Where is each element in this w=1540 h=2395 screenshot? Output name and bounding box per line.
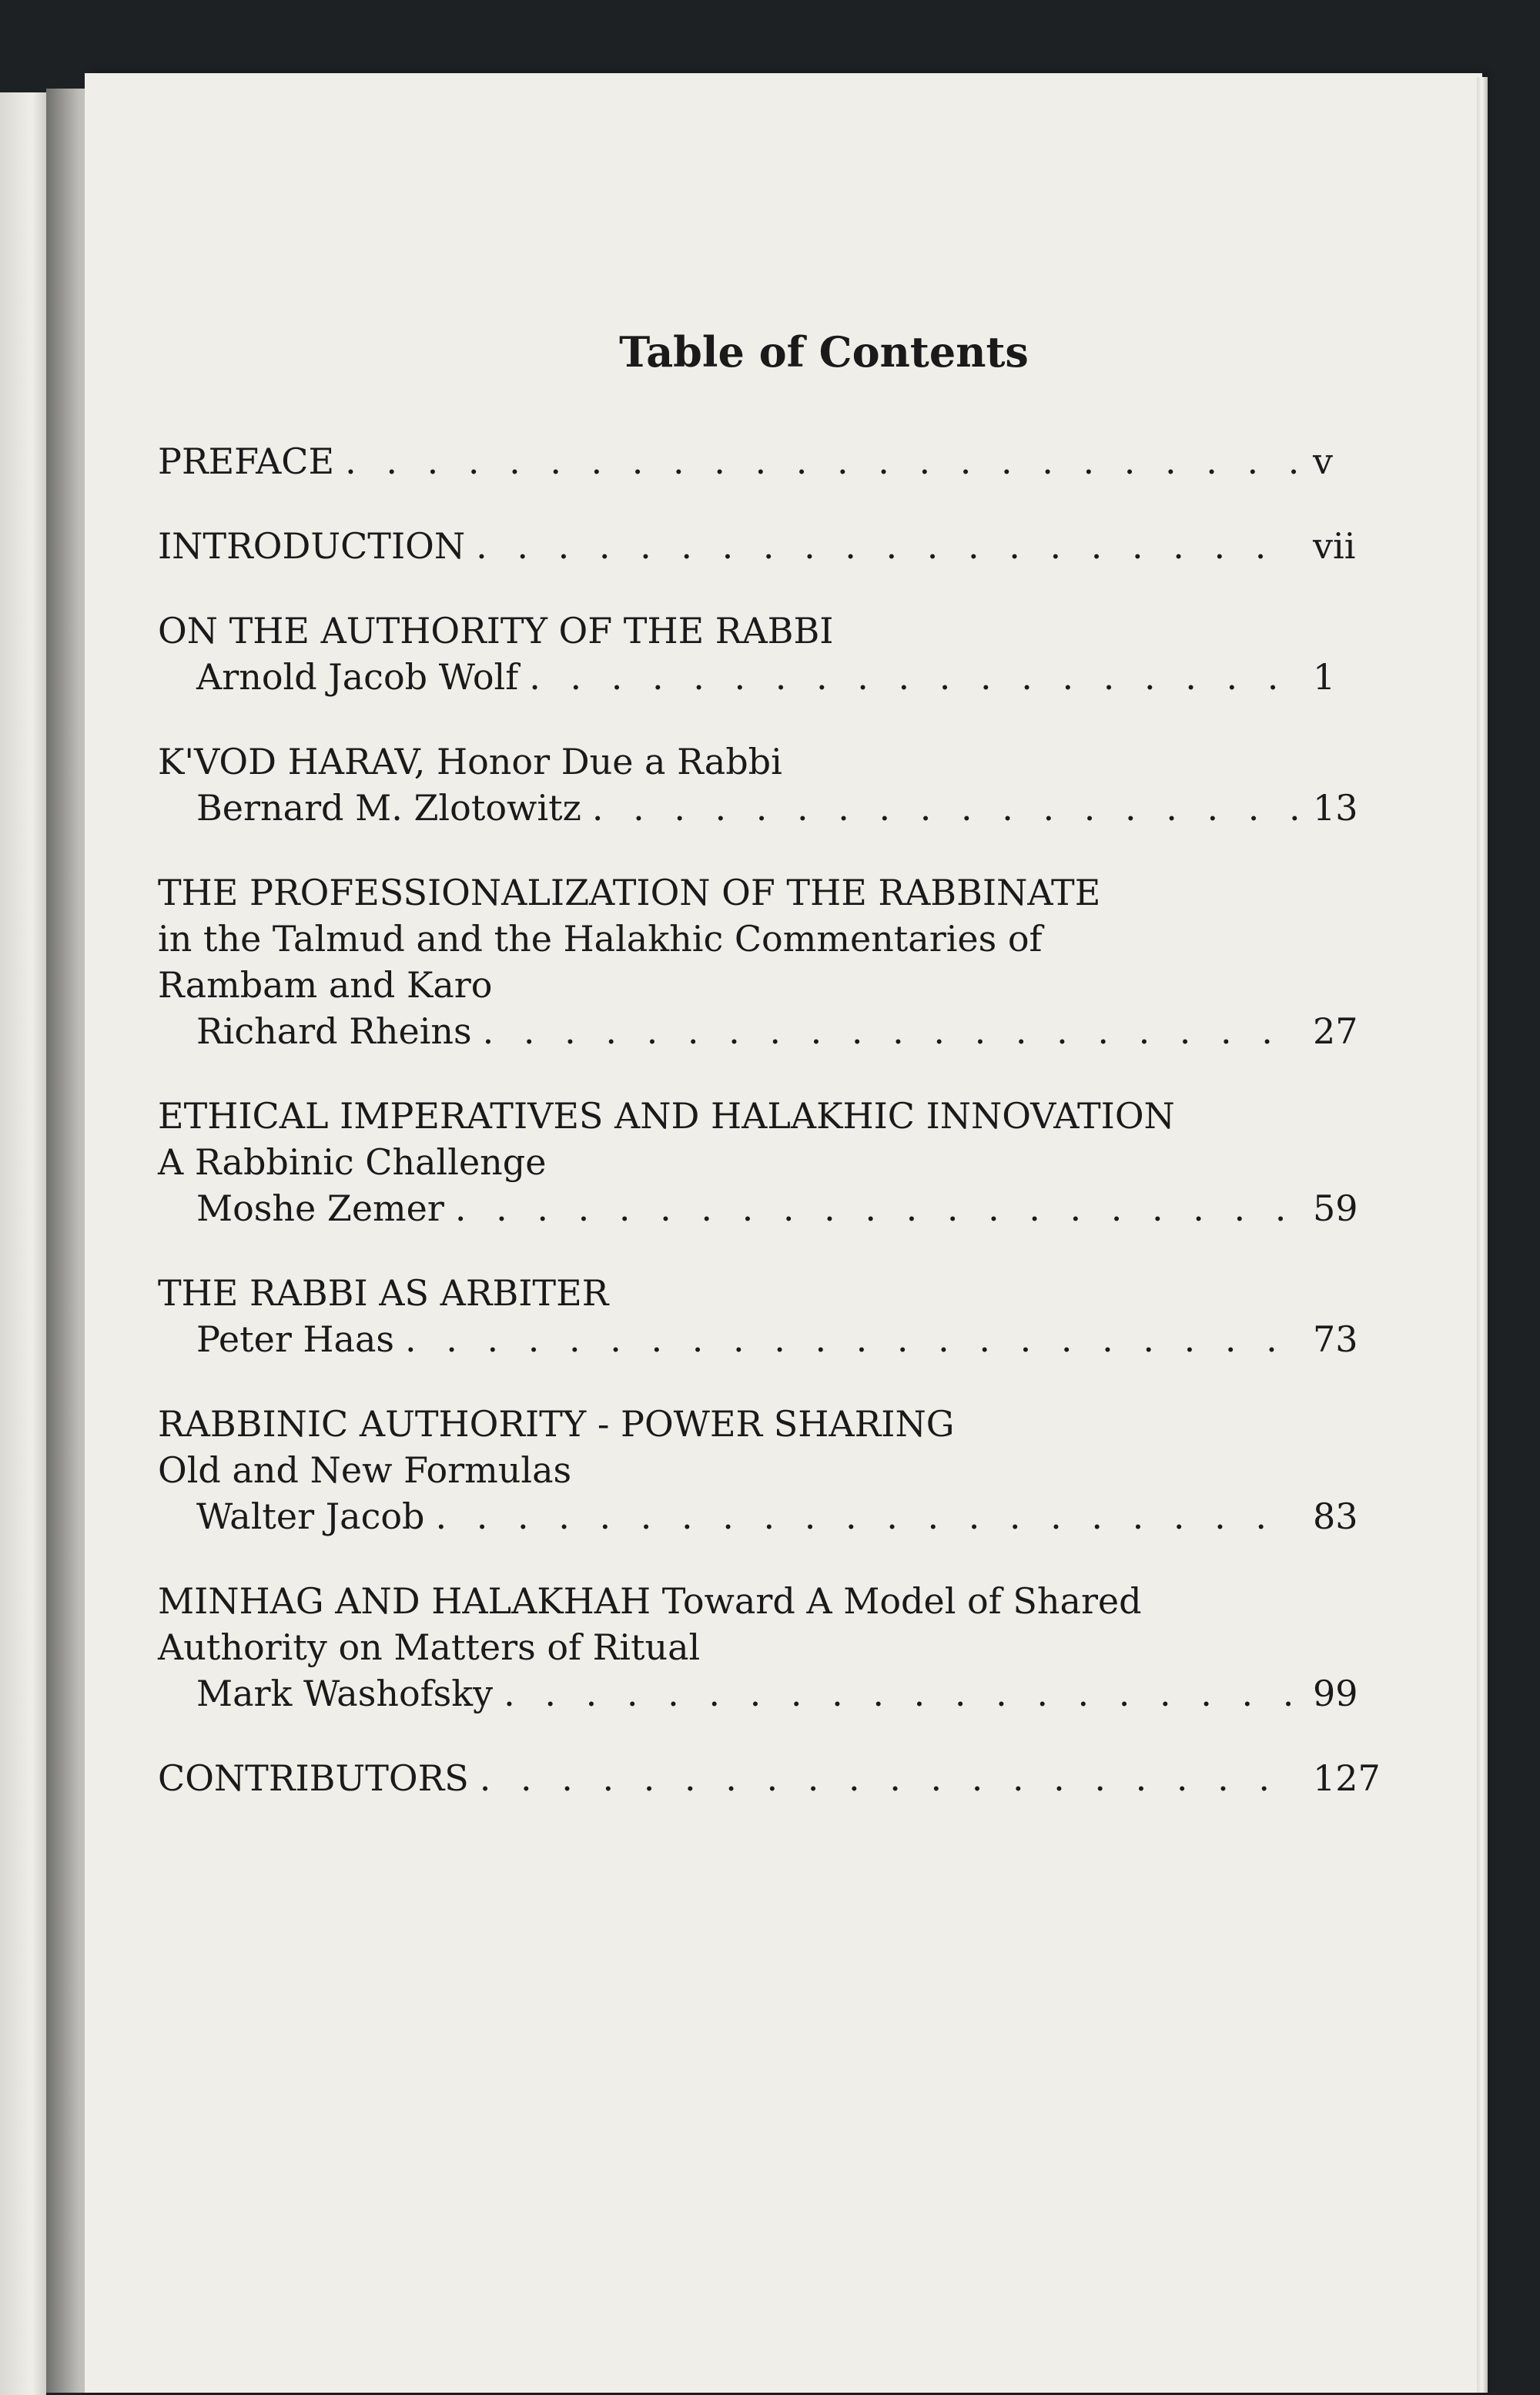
toc-section-title: PREFACE [158, 440, 335, 482]
toc-leader-row [158, 1008, 1390, 1054]
toc-entry [158, 438, 1390, 484]
dot-leader [436, 1493, 1299, 1539]
toc-entry [158, 1755, 1390, 1801]
toc-page-number: 59 [1313, 1187, 1358, 1229]
dot-leader [504, 1670, 1299, 1717]
toc-entry-heading-line: RABBINIC AUTHORITY - POWER SHARING [158, 1403, 955, 1445]
toc-list [158, 438, 1390, 1801]
toc-page-number: vii [1313, 525, 1356, 567]
toc-entry-heading-line: MINHAG AND HALAKHAH Toward A Model of Shared [158, 1580, 1142, 1622]
toc-entry-heading-line: ON THE AUTHORITY OF THE RABBI [158, 610, 834, 652]
toc-section-title: INTRODUCTION [158, 525, 466, 567]
book-page [85, 73, 1482, 2393]
toc-entry-heading-line: A Rabbinic Challenge [158, 1141, 547, 1183]
toc-page-number: 127 [1313, 1757, 1381, 1799]
dot-leader [345, 438, 1299, 484]
toc-leader-row [158, 1670, 1390, 1717]
toc-leader-row [158, 785, 1390, 831]
toc-entry-heading-line: in the Talmud and the Halakhic Commentaries of [158, 918, 1043, 960]
toc-author: Walter Jacob [196, 1496, 425, 1537]
dot-leader [529, 654, 1299, 700]
toc-page-number: 1 [1313, 656, 1336, 698]
dot-leader [480, 1755, 1299, 1801]
toc-author: Arnold Jacob Wolf [196, 656, 519, 698]
toc-page-number: 13 [1313, 787, 1358, 829]
toc-page-number: 27 [1313, 1010, 1358, 1052]
toc-leader-row [158, 1316, 1390, 1362]
toc-entry-heading-line: ETHICAL IMPERATIVES AND HALAKHIC INNOVATION [158, 1095, 1175, 1137]
dot-leader [455, 1185, 1299, 1231]
toc-entry [158, 1270, 1390, 1362]
toc-entry-heading-line: Authority on Matters of Ritual [158, 1626, 701, 1668]
toc-author: Richard Rheins [196, 1010, 472, 1052]
toc-entry [158, 1578, 1390, 1717]
toc-page-number: 73 [1313, 1318, 1358, 1360]
toc-entry [158, 1401, 1390, 1539]
toc-entry-heading-line: K'VOD HARAV, Honor Due a Rabbi [158, 741, 782, 782]
toc-entry-heading-line: Old and New Formulas [158, 1449, 572, 1491]
toc-author: Moshe Zemer [196, 1187, 444, 1229]
toc-author: Peter Haas [196, 1318, 394, 1360]
toc-entry [158, 608, 1390, 700]
toc-leader-row [158, 1185, 1390, 1231]
toc-entry [158, 739, 1390, 831]
toc-entry-heading-line: THE PROFESSIONALIZATION OF THE RABBINATE [158, 872, 1101, 913]
toc-author: Bernard M. Zlotowitz [196, 787, 581, 829]
table-of-contents [158, 327, 1390, 1840]
toc-entry-heading-line: Rambam and Karo [158, 964, 493, 1006]
toc-entry [158, 523, 1390, 569]
toc-leader-row [158, 438, 1390, 484]
dot-leader [476, 523, 1299, 569]
page-right-edge [1477, 77, 1488, 2393]
toc-leader-row [158, 1755, 1390, 1801]
toc-page-number: v [1313, 440, 1333, 482]
toc-section-title: CONTRIBUTORS [158, 1757, 469, 1799]
toc-entry [158, 869, 1390, 1054]
toc-title: Table of Contents [619, 327, 1029, 377]
dot-leader [592, 785, 1299, 831]
toc-author: Mark Washofsky [196, 1673, 494, 1714]
toc-entry [158, 1093, 1390, 1231]
dot-leader [483, 1008, 1299, 1054]
toc-page-number: 99 [1313, 1673, 1358, 1714]
toc-leader-row [158, 523, 1390, 569]
toc-leader-row [158, 1493, 1390, 1539]
toc-leader-row [158, 654, 1390, 700]
previous-page-edge [0, 92, 46, 2395]
dot-leader [405, 1316, 1299, 1362]
toc-entry-heading-line: THE RABBI AS ARBITER [158, 1272, 609, 1314]
toc-page-number: 83 [1313, 1496, 1358, 1537]
